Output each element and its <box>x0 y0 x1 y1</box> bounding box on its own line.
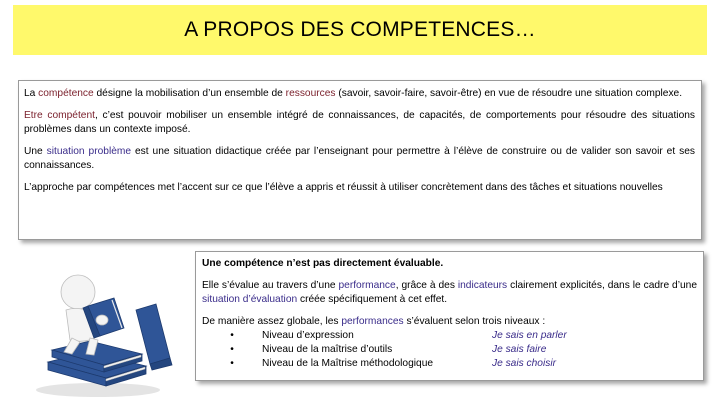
list-item <box>202 343 697 357</box>
text: L’approche par compétences met l’accent sur ce que l’élève a appris et réussit à utiliser concrètement dans des tâches et situations nouvelles <box>24 182 663 193</box>
text: , grâce à des <box>395 280 458 291</box>
keyword-situation-probleme: situation problème <box>46 146 132 157</box>
text: De manière assez globale, les <box>202 316 342 327</box>
evaluation-box <box>195 251 704 381</box>
text: est une situation didactique créée par l’enseignant pour permettre à l’élève de construire ou de valider son savoir et ses connaissances. <box>24 146 695 171</box>
text: , c’est pouvoir mobiliser un ensemble intégré de connaissances, de capacités, de comportements pour résoudre des situations problèmes dans un contexte imposé. <box>24 110 695 135</box>
performance-paragraph <box>202 279 697 307</box>
competence-definition <box>24 87 695 101</box>
page-title: A PROPOS DES COMPETENCES… <box>184 18 536 41</box>
keyword-competence: compétence <box>38 88 94 99</box>
list-item <box>202 357 697 371</box>
text: La <box>24 88 39 99</box>
text: Une <box>24 146 47 157</box>
level-example: Je sais en parler <box>492 330 567 341</box>
keyword-indicateurs: indicateurs <box>457 280 508 291</box>
keyword-ressources: ressources <box>285 88 336 99</box>
text: désigne la mobilisation d’un ensemble de <box>93 88 286 99</box>
level-example: Je sais faire <box>492 344 547 355</box>
text: Elle s’évalue au travers d’une <box>202 280 339 291</box>
bullet: • <box>230 330 234 341</box>
level-label: Niveau d’expression <box>262 330 354 341</box>
title-banner <box>13 5 707 55</box>
bullet: • <box>230 344 234 355</box>
situation-probleme-definition <box>24 145 695 173</box>
bullet: • <box>230 358 234 369</box>
definitions-box <box>18 80 702 240</box>
level-label: Niveau de la maîtrise d’outils <box>262 344 393 355</box>
etre-competent-definition <box>24 109 695 137</box>
keyword-performance: performance <box>338 280 396 291</box>
keyword-performances: performances <box>341 316 404 327</box>
level-example: Je sais choisir <box>492 358 556 369</box>
keyword-situation-evaluation: situation d’évaluation <box>202 294 298 305</box>
levels-list <box>202 329 697 371</box>
approche-paragraph <box>24 181 695 195</box>
keyword-etre-competent: Etre compétent <box>24 110 95 121</box>
evaluation-heading: Une compétence n’est pas directement évaluable. <box>202 258 444 269</box>
text: clairement explicités, dans le cadre d’une <box>507 280 697 291</box>
levels-intro <box>202 315 697 329</box>
level-label: Niveau de la Maîtrise méthodologique <box>262 358 434 369</box>
reading-figure-with-books-icon <box>28 262 178 400</box>
text: créée spécifiquement à cet effet. <box>297 294 448 305</box>
text: s’évaluent selon trois niveaux : <box>403 316 546 327</box>
text: (savoir, savoir-faire, savoir-être) en vue de résoudre une situation complexe. <box>335 88 683 99</box>
list-item <box>202 329 697 343</box>
